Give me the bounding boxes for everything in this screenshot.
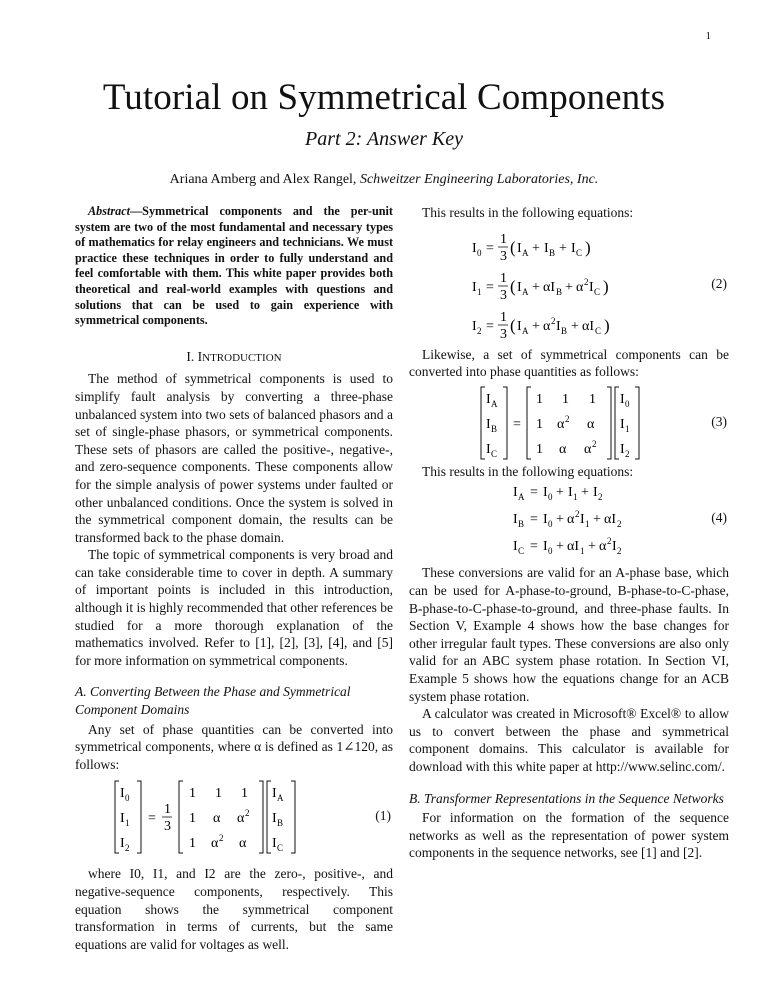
svg-text:1: 1 [500, 309, 507, 325]
svg-text:2: 2 [598, 492, 603, 503]
results-paragraph-1: This results in the following equations: [422, 205, 634, 220]
section-initial: I [197, 348, 203, 364]
svg-text:0: 0 [548, 519, 553, 530]
equation-number-1: (1) [375, 808, 391, 824]
svg-text:I: I [272, 786, 277, 802]
abstract [75, 204, 393, 329]
svg-text:3: 3 [164, 819, 171, 835]
svg-text:2: 2 [125, 843, 130, 854]
svg-text:2: 2 [575, 509, 580, 520]
svg-text:+: + [532, 279, 540, 295]
svg-text:=: = [530, 512, 538, 528]
svg-text:2: 2 [477, 325, 482, 336]
equation-1 [75, 773, 393, 859]
svg-text:1: 1 [164, 802, 171, 818]
svg-text:α: α [599, 539, 607, 555]
svg-text:0: 0 [125, 793, 130, 804]
equation-number-2: (2) [711, 275, 727, 291]
svg-text:α: α [239, 836, 247, 852]
subsection-a-paragraph-1: Any set of phase quantities can be converted into symmetrical components, where α is defined as 1∠120, as follows: [75, 721, 393, 772]
section-numeral: I. [186, 348, 198, 364]
svg-text:1: 1 [585, 519, 590, 530]
svg-text:1: 1 [241, 786, 248, 802]
svg-text:I: I [543, 485, 548, 501]
section-heading-introduction [75, 348, 393, 368]
page-number: 1 [705, 30, 711, 42]
results-paragraph-3: This results in the following equations: [422, 463, 634, 479]
svg-text:1: 1 [536, 441, 543, 457]
svg-text:C: C [518, 546, 525, 557]
svg-text:I: I [472, 279, 477, 295]
svg-text:1: 1 [536, 391, 543, 407]
svg-text:α: α [559, 441, 567, 457]
section-title-rest: NTRODUCTION [202, 351, 282, 364]
svg-text:+: + [556, 512, 564, 528]
svg-text:1: 1 [562, 391, 569, 407]
paper-title: Tutorial on Symmetrical Components [102, 77, 666, 118]
svg-text:1: 1 [189, 836, 196, 852]
svg-text:2: 2 [607, 536, 612, 547]
svg-text:I: I [120, 811, 125, 827]
abstract-label: Abstract [88, 204, 130, 218]
abstract-text: —Symmetrical components and the per-unit system are two of the most fundamental and necessary types of mathematics for relay engineers and technicians. We must practice these techniques in order to fully understand and feel comfortable with them. This white paper provides both theoretical and real-world examples with questions and solutions that can be used to gain experience with symmetrical components. [75, 204, 393, 328]
svg-text:α: α [557, 416, 565, 432]
svg-text:+: + [532, 318, 540, 334]
svg-text:I: I [272, 811, 277, 827]
svg-text:1: 1 [580, 546, 585, 557]
svg-text:+: + [593, 512, 601, 528]
svg-text:I: I [272, 836, 277, 852]
svg-text:I: I [120, 836, 125, 852]
svg-text:+: + [556, 485, 564, 501]
svg-text:I: I [517, 318, 522, 334]
svg-text:0: 0 [548, 546, 553, 557]
svg-text:(: ( [510, 276, 516, 296]
svg-text:1: 1 [536, 416, 543, 432]
svg-text:I: I [543, 539, 548, 555]
svg-text:=: = [513, 416, 521, 432]
svg-text:I: I [620, 416, 625, 432]
equation-4 [409, 480, 729, 556]
results-paragraph-2: Likewise, a set of symmetrical components can be converted into phase quantities as follows: [409, 346, 729, 380]
svg-text:B: B [277, 818, 284, 829]
svg-text:I: I [517, 240, 522, 256]
svg-text:=: = [486, 240, 494, 256]
svg-text:A: A [522, 325, 529, 336]
svg-text:1: 1 [189, 786, 196, 802]
svg-text:=: = [530, 485, 538, 501]
svg-text:1: 1 [125, 818, 130, 829]
right-column [409, 204, 729, 862]
svg-text:A: A [522, 247, 529, 258]
svg-text:3: 3 [500, 287, 507, 303]
svg-text:α: α [584, 441, 592, 457]
svg-text:α: α [576, 279, 584, 295]
svg-text:2: 2 [551, 315, 556, 326]
svg-text:=: = [148, 811, 156, 827]
svg-text:1: 1 [625, 423, 630, 434]
svg-text:+: + [588, 539, 596, 555]
svg-text:): ) [603, 276, 609, 296]
svg-text:I: I [612, 539, 617, 555]
svg-text:α: α [567, 512, 575, 528]
svg-text:2: 2 [245, 808, 250, 819]
svg-text:1: 1 [500, 270, 507, 286]
svg-text:α: α [543, 318, 551, 334]
svg-text:C: C [576, 247, 583, 258]
svg-text:+: + [581, 485, 589, 501]
svg-text:1: 1 [477, 286, 482, 297]
intro-paragraph-1: The method of symmetrical components is used to simplify fault analysis by converting a three-phase unbalanced system into two sets of balanced phasors and a set of single-phase phasors, or symmetrical components. These sets of phasors are called the positive-, negative-, and zero-sequence components. These components allow for the simple analysis of power systems under faulted or other unbalanced conditions. Once the system is solved in the symmetrical component domain, the results can be transformed back to the phase domain. [75, 371, 393, 545]
svg-text:A: A [277, 793, 284, 804]
svg-text:I: I [620, 441, 625, 457]
svg-text:I: I [513, 539, 518, 555]
author-affiliation: Schweitzer Engineering Laboratories, Inc. [359, 172, 599, 187]
subsection-a-heading: A. Converting Between the Phase and Symmetrical Component Domains [75, 684, 351, 718]
svg-text:1: 1 [589, 391, 596, 407]
results-paragraph-5: A calculator was created in Microsoft® Excel® to allow us to convert between the phase and symmetrical component domains. This calculator is available for download with this white paper at http://www.selinc.com/. [409, 706, 729, 774]
svg-text:α: α [237, 811, 245, 827]
svg-text:I: I [571, 240, 576, 256]
svg-text:αI: αI [604, 512, 616, 528]
subsection-b-paragraph-1: For information on the formation of the sequence networks as well as the representation of power system components in the sequence networks, see [1] and [2]. [409, 810, 729, 861]
subsection-a-paragraph-2: where I0, I1, and I2 are the zero-, positive-, and negative-sequence components, respectively. This equation shows the symmetrical component transformation in terms of currents, but the same equations are valid for voltages as well. [75, 866, 393, 952]
svg-text:α: α [211, 836, 219, 852]
svg-text:2: 2 [592, 438, 597, 449]
svg-text:2: 2 [617, 546, 622, 557]
svg-text:(: ( [510, 315, 516, 335]
svg-text:α: α [587, 416, 595, 432]
svg-text:αI: αI [567, 539, 579, 555]
svg-text:I: I [120, 786, 125, 802]
svg-text:+: + [565, 279, 573, 295]
svg-text:I: I [580, 512, 585, 528]
svg-text:0: 0 [477, 247, 482, 258]
svg-text:3: 3 [500, 326, 507, 342]
svg-text:2: 2 [617, 519, 622, 530]
svg-text:(: ( [510, 237, 516, 257]
svg-text:I: I [568, 485, 573, 501]
equation-2 [409, 222, 729, 346]
svg-text:2: 2 [565, 413, 570, 424]
svg-text:I: I [589, 279, 594, 295]
svg-text:1: 1 [189, 811, 196, 827]
svg-text:3: 3 [500, 248, 507, 264]
svg-text:B: B [491, 423, 498, 434]
svg-text:1: 1 [215, 786, 222, 802]
svg-text:I: I [543, 512, 548, 528]
svg-text:): ) [585, 237, 591, 257]
author-line [0, 172, 768, 188]
svg-text:2: 2 [625, 448, 630, 459]
svg-text:=: = [486, 318, 494, 334]
svg-text:B: B [549, 247, 556, 258]
svg-text:αI: αI [543, 279, 555, 295]
svg-text:C: C [277, 843, 284, 854]
intro-paragraph-2: The topic of symmetrical components is very broad and can take considerable time to cover in depth. A summary of important points is included in this introduction, although it is highly recommended that other references be studied for a more thorough explanation of the mathematics involved. Refer to [1], [2], [3], [4], and [5] for more information on symmetrical components. [75, 547, 393, 668]
svg-text:1: 1 [500, 231, 507, 247]
svg-text:B: B [556, 286, 563, 297]
svg-text:I: I [620, 391, 625, 407]
svg-text:+: + [571, 318, 579, 334]
svg-text:A: A [491, 398, 498, 409]
left-column [75, 204, 393, 953]
svg-text:2: 2 [584, 276, 589, 287]
svg-text:I: I [486, 391, 491, 407]
svg-text:I: I [513, 512, 518, 528]
svg-text:I: I [556, 318, 561, 334]
svg-text:0: 0 [625, 398, 630, 409]
svg-text:I: I [486, 441, 491, 457]
subsection-b-heading: B. Transformer Representations in the Sequence Networks [409, 790, 724, 806]
svg-text:A: A [518, 492, 525, 503]
svg-text:I: I [472, 240, 477, 256]
svg-text:I: I [513, 485, 518, 501]
svg-text:): ) [604, 315, 610, 335]
svg-text:2: 2 [219, 833, 224, 844]
svg-text:αI: αI [582, 318, 594, 334]
author-names: Ariana Amberg and Alex Rangel, [169, 172, 360, 187]
svg-text:I: I [544, 240, 549, 256]
svg-text:I: I [472, 318, 477, 334]
svg-text:I: I [517, 279, 522, 295]
equation-3 [409, 381, 729, 463]
results-paragraph-4: These conversions are valid for an A-phase base, which can be used for A-phase-to-ground, B-phase-to-C-phase, B-phase-to-C-phase-to-ground, and three-phase faults. In Section V, Example 4 shows how the base changes for other irregular fault types. These conversions are also only valid for an ABC system phase rotation. In Section VI, Example 5 shows how the equations change for an ACB system phase rotation. [409, 565, 729, 704]
svg-text:I: I [593, 485, 598, 501]
svg-text:0: 0 [548, 492, 553, 503]
svg-text:A: A [522, 286, 529, 297]
svg-text:C: C [491, 448, 498, 459]
equation-number-3: (3) [711, 413, 727, 429]
svg-text:B: B [561, 325, 568, 336]
svg-text:C: C [595, 325, 602, 336]
paper-subtitle: Part 2: Answer Key [305, 128, 463, 150]
svg-text:I: I [486, 416, 491, 432]
svg-text:C: C [594, 286, 601, 297]
svg-text:1: 1 [573, 492, 578, 503]
svg-text:+: + [532, 240, 540, 256]
svg-text:B: B [518, 519, 525, 530]
equation-number-4: (4) [711, 510, 727, 526]
svg-text:α: α [213, 811, 221, 827]
svg-text:=: = [486, 279, 494, 295]
svg-text:=: = [530, 539, 538, 555]
svg-text:+: + [556, 539, 564, 555]
svg-text:+: + [559, 240, 567, 256]
